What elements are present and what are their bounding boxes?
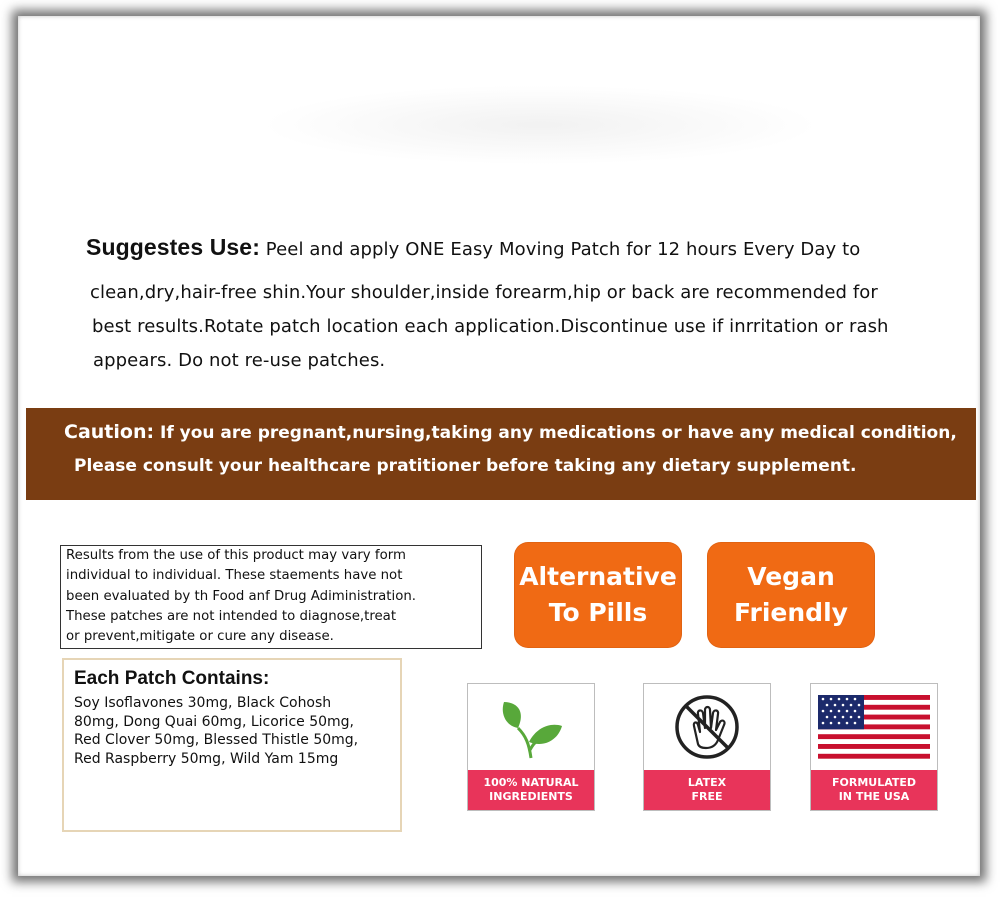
card-label-line: FREE xyxy=(691,790,723,803)
formulated-in-usa-card xyxy=(810,683,938,811)
disclaimer-line: Results from the use of this product may vary form xyxy=(66,548,406,563)
badge-line: Alternative xyxy=(519,562,677,591)
ingredients-line: Red Raspberry 50mg, Wild Yam 15mg xyxy=(74,750,339,767)
no-glove-icon xyxy=(672,692,742,762)
badge-line: Vegan xyxy=(747,562,835,591)
leaf-icon xyxy=(496,692,566,762)
ingredients-line: Red Clover 50mg, Blessed Thistle 50mg, xyxy=(74,732,359,748)
card-label xyxy=(644,770,770,810)
card-label-line: LATEX xyxy=(687,776,727,789)
card-label-line: FORMULATED xyxy=(831,776,917,789)
ingredients-list xyxy=(74,694,390,768)
card-label-line: IN THE USA xyxy=(838,790,910,803)
suggested-use-heading: Suggestes Use: xyxy=(86,234,260,260)
ingredients-line: Soy Isoflavones 30mg, Black Cohosh xyxy=(74,695,332,711)
suggested-use-line-3: best results.Rotate patch location each application.Discontinue use if inrritation or rash xyxy=(92,316,889,337)
card-label xyxy=(468,770,594,810)
vegan-friendly-badge xyxy=(707,542,875,648)
blurred-area xyxy=(260,85,820,165)
disclaimer-line: been evaluated by th Food anf Drug Adiministration. xyxy=(66,588,417,604)
disclaimer-line: individual to individual. These staements have not xyxy=(66,568,403,584)
ingredients-box xyxy=(62,658,402,832)
card-label xyxy=(811,770,937,810)
disclaimer-box xyxy=(60,545,482,649)
disclaimer-line: These patches are not intended to diagnose,treat xyxy=(66,608,397,624)
caution-band xyxy=(26,408,976,500)
caution-label: Caution: xyxy=(64,421,155,443)
suggested-use-line-1: Peel and apply ONE Easy Moving Patch for 12 hours Every Day to xyxy=(265,239,861,260)
disclaimer-line: or prevent,mitigate or cure any disease. xyxy=(66,629,334,645)
suggested-use-line-2: clean,dry,hair-free shin.Your shoulder,inside forearm,hip or back are recommended for xyxy=(90,282,878,303)
ingredients-line: 80mg, Dong Quai 60mg, Licorice 50mg, xyxy=(74,713,354,730)
ingredients-title: Each Patch Contains: xyxy=(74,668,270,689)
us-flag-icon xyxy=(818,695,930,759)
badge-line: To Pills xyxy=(548,598,648,627)
badge-line: Friendly xyxy=(734,598,848,627)
card-label-line: INGREDIENTS xyxy=(489,790,573,803)
card-label-line: 100% NATURAL xyxy=(483,776,579,789)
natural-ingredients-card xyxy=(467,683,595,811)
alternative-to-pills-badge xyxy=(514,542,682,648)
caution-line-2: Please consult your healthcare pratitioner before taking any dietary supplement. xyxy=(74,456,857,476)
suggested-use-line-4: appears. Do not re-use patches. xyxy=(93,350,386,371)
caution-line-1: If you are pregnant,nursing,taking any medications or have any medical condition, xyxy=(160,423,957,443)
latex-free-card xyxy=(643,683,771,811)
